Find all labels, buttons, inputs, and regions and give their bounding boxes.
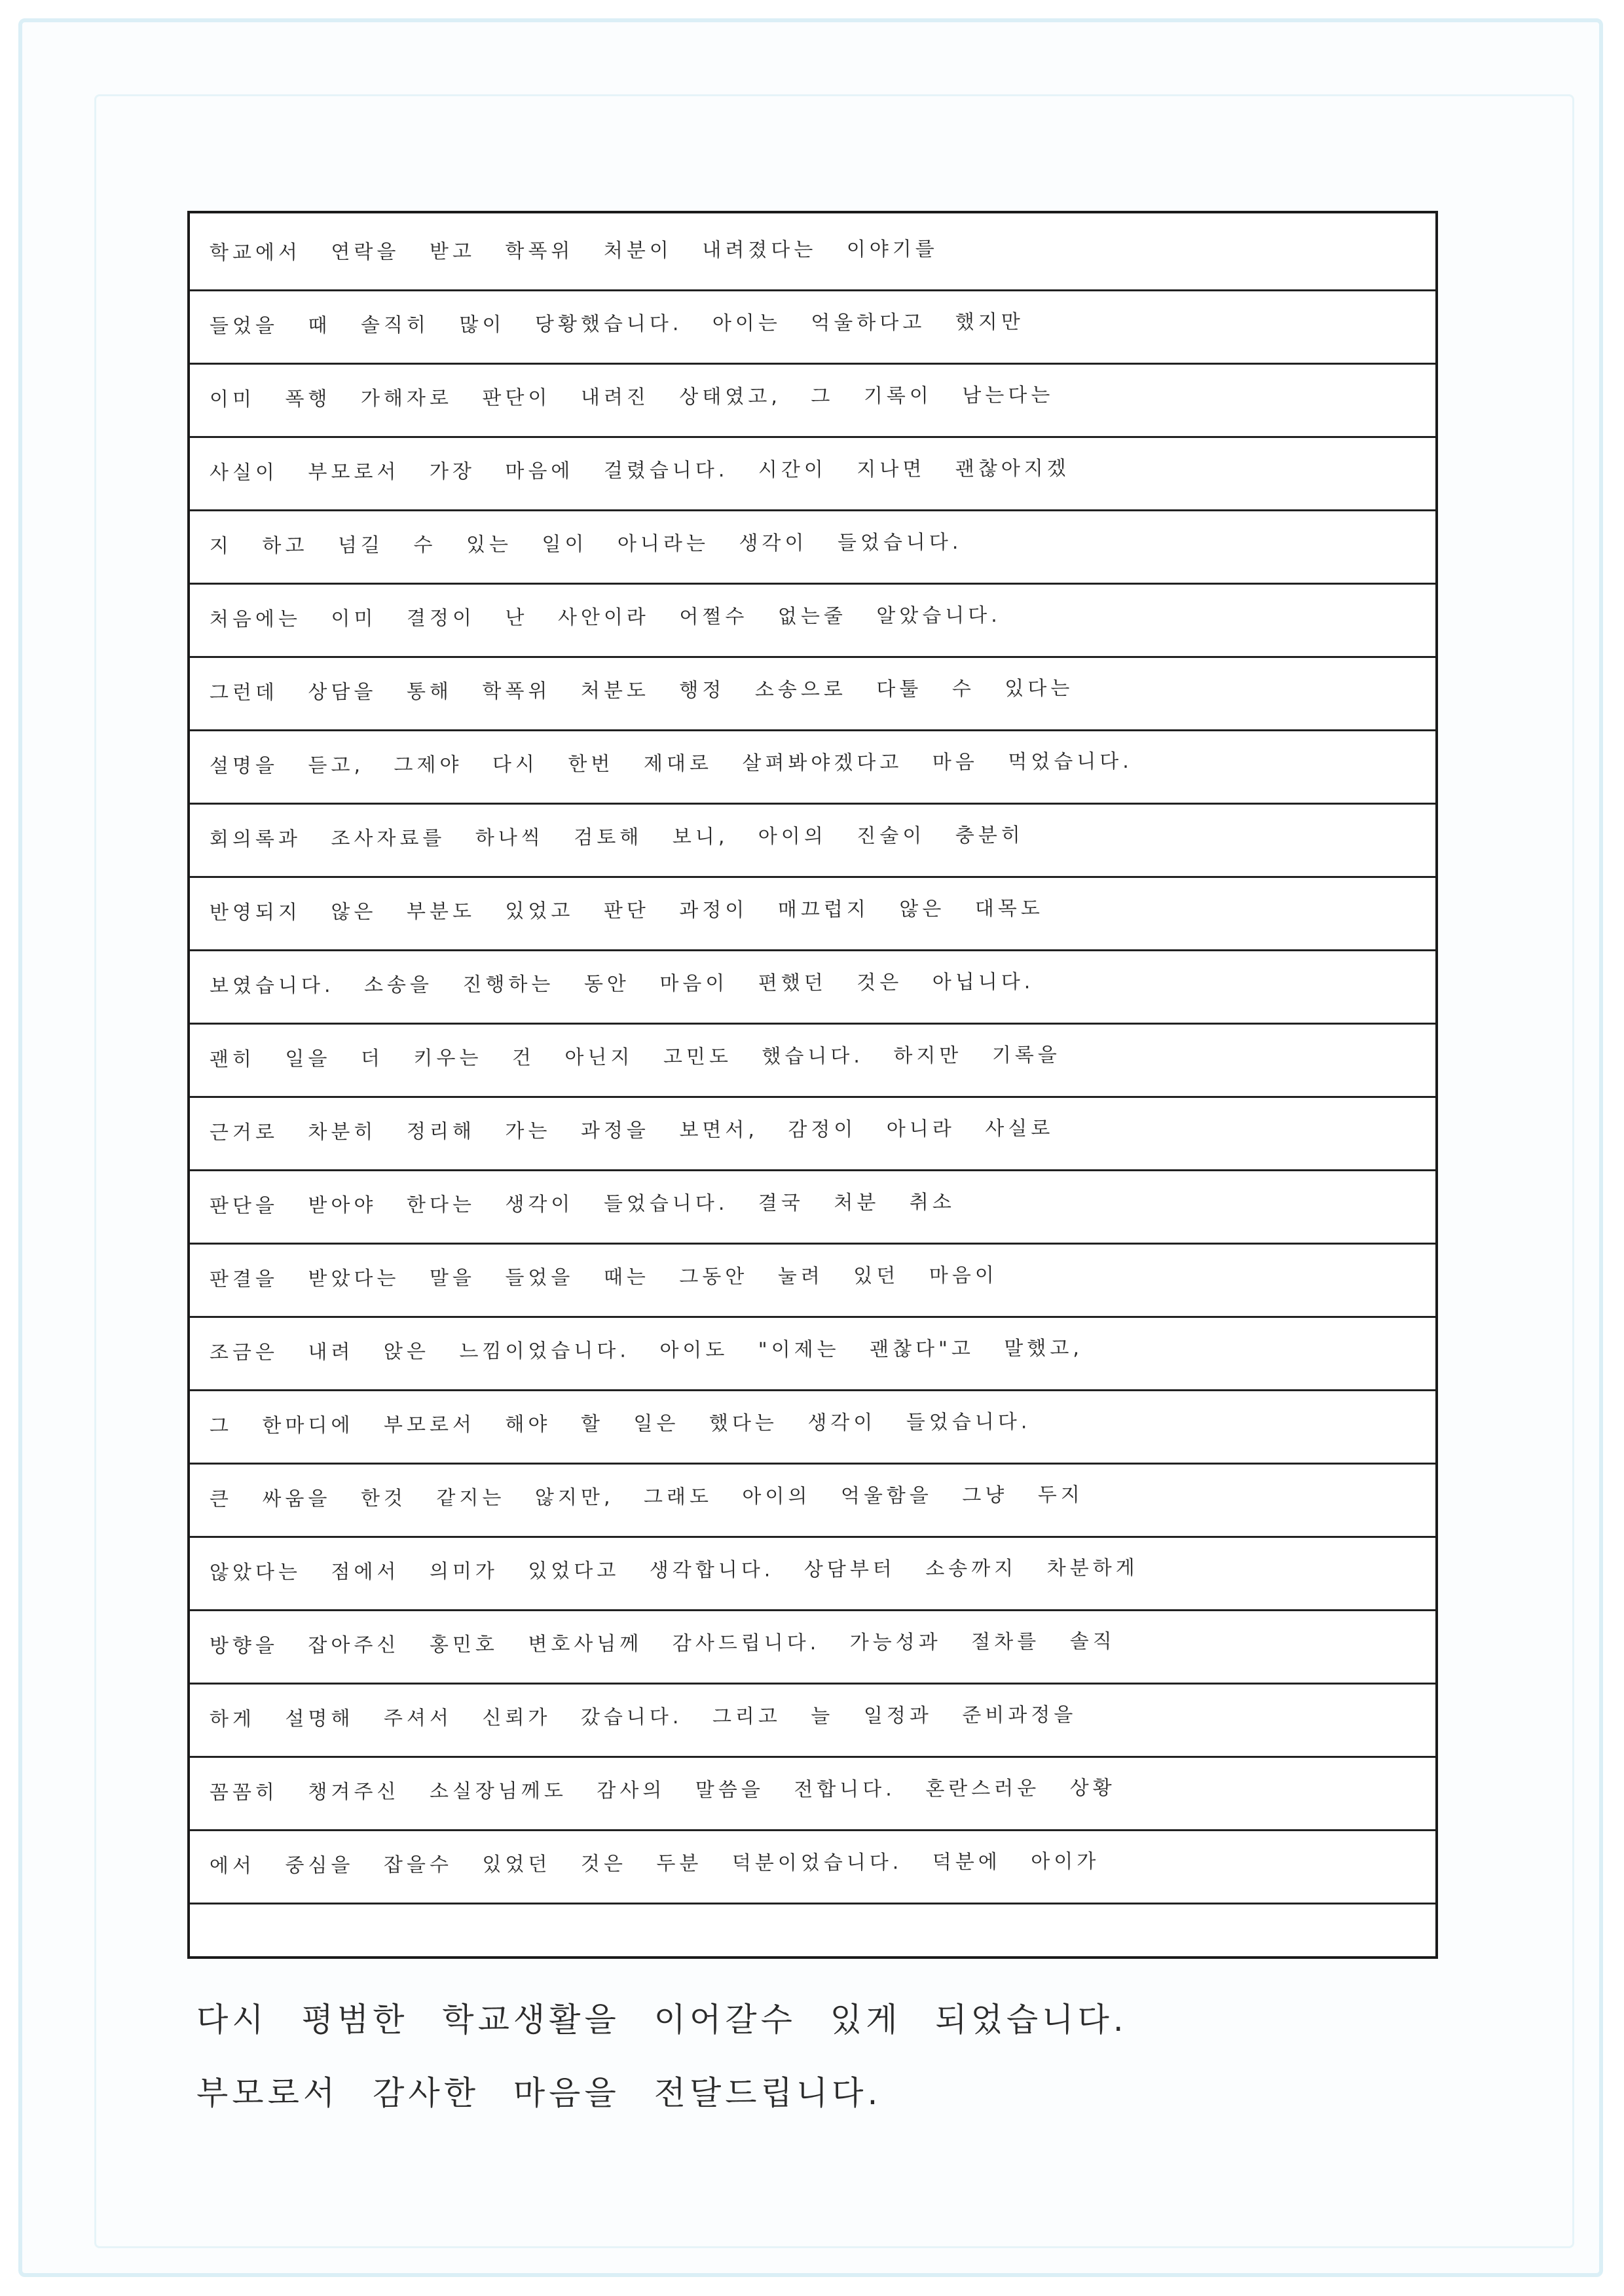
- letter-line: 조금은 내려 앉은 느낌이었습니다. 아이도 "이제는 괜찮다"고 말했고,: [209, 1337, 1083, 1364]
- letter-line: 그 한마디에 부모로서 해야 할 일은 했다는 생각이 들었습니다.: [209, 1410, 1031, 1438]
- letter-line: 들었을 때 솔직히 많이 당황했습니다. 아이는 억울하다고 했지만: [209, 310, 1024, 338]
- letter-line: 사실이 부모로서 가장 마음에 걸렸습니다. 시간이 지나면 괜찮아지겠: [209, 457, 1070, 484]
- letter-line: 에서 중심을 잡을수 있었던 것은 두분 덕분이었습니다. 덕분에 아이가: [209, 1850, 1100, 1878]
- letter-line: 괜히 일을 더 키우는 건 아닌지 고민도 했습니다. 하지만 기록을: [209, 1044, 1061, 1071]
- letter-line: 반영되지 않은 부분도 있었고 판단 과정이 매끄럽지 않은 대목도: [209, 897, 1044, 924]
- letter-line: 판결을 받았다는 말을 들었을 때는 그동안 눌려 있던 마음이: [209, 1264, 998, 1291]
- letter-line: 처음에는 이미 결정이 난 사안이라 어쩔수 없는줄 알았습니다.: [209, 604, 1001, 631]
- letter-line: 하게 설명해 주셔서 신뢰가 갔습니다. 그리고 늘 일정과 준비과정을: [209, 1704, 1077, 1731]
- letter-line: 학교에서 연락을 받고 학폭위 처분이 내려졌다는 이야기를: [209, 238, 938, 264]
- letter-body: [187, 211, 1438, 1959]
- letter-line: 근거로 차분히 정리해 가는 과정을 보면서, 감정이 아니라 사실로: [209, 1117, 1054, 1144]
- closing-line: 다시 평범한 학교생활을 이어갈수 있게 되었습니다.: [196, 2001, 1128, 2039]
- letter-line: 이미 폭행 가해자로 판단이 내려진 상태였고, 그 기록이 남는다는: [209, 384, 1054, 411]
- letter-line: 설명을 듣고, 그제야 다시 한번 제대로 살펴봐야겠다고 마음 먹었습니다.: [209, 750, 1133, 778]
- letter-line: 꼼꼼히 챙겨주신 소실장님께도 감사의 말씀을 전합니다. 혼란스러운 상황: [209, 1776, 1116, 1804]
- letter-line: 회의록과 조사자료를 하나씩 검토해 보니, 아이의 진술이 충분히: [209, 824, 1024, 851]
- letter-line: 그런데 상담을 통해 학폭위 처분도 행정 소송으로 다툴 수 있다는: [209, 677, 1074, 704]
- letter-line: 큰 싸움을 한것 같지는 않지만, 그래도 아이의 억울함을 그냥 두지: [209, 1484, 1084, 1511]
- letter-line: 방향을 잡아주신 홍민호 변호사님께 감사드립니다. 가능성과 절차를 솔직: [209, 1630, 1116, 1658]
- letter-line: 않았다는 점에서 의미가 있었다고 생각합니다. 상담부터 소송까지 차분하게: [209, 1556, 1139, 1584]
- letter-line: 판단을 받아야 한다는 생각이 들었습니다. 결국 처분 취소: [209, 1191, 955, 1218]
- letter-line: 보였습니다. 소송을 진행하는 동안 마음이 편했던 것은 아닙니다.: [209, 970, 1035, 998]
- closing-line: 부모로서 감사한 마음을 전달드립니다.: [196, 2074, 882, 2112]
- letter-line: 지 하고 넘길 수 있는 일이 아니라는 생각이 들었습니다.: [209, 530, 963, 558]
